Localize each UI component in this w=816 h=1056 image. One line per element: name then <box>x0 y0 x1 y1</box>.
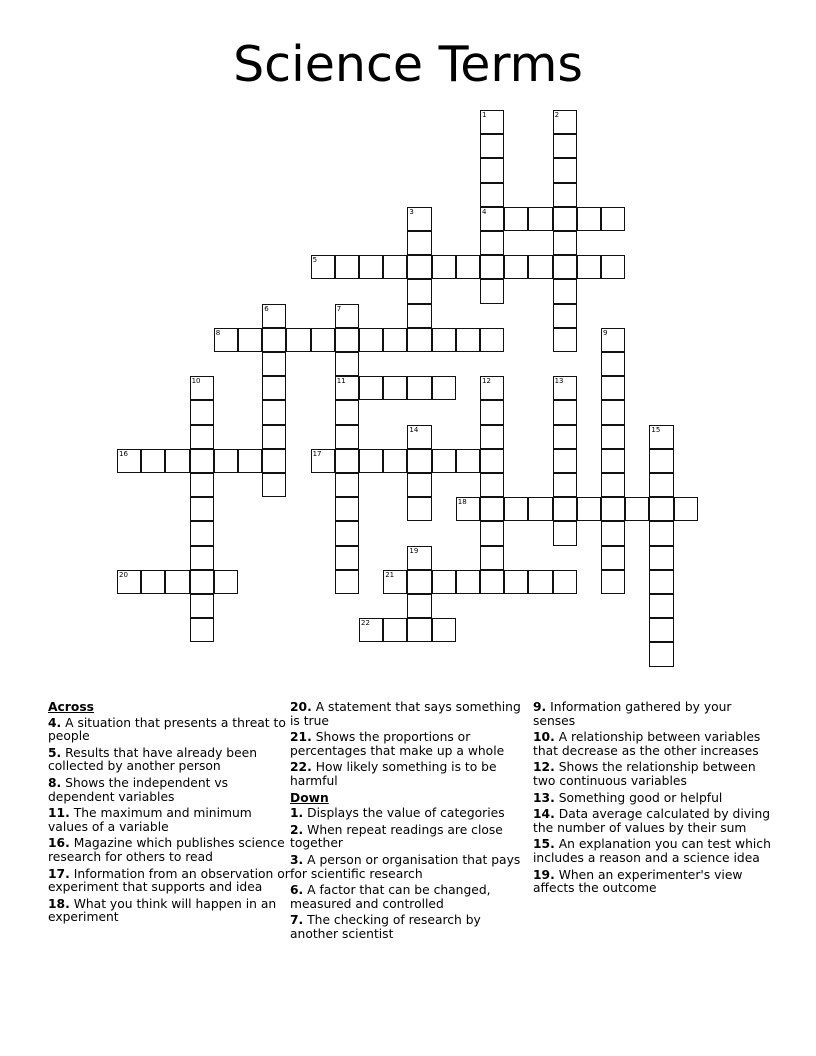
crossword-cell[interactable] <box>407 546 431 570</box>
crossword-cell[interactable] <box>335 352 359 376</box>
crossword-cell[interactable] <box>432 570 456 594</box>
crossword-cell[interactable] <box>601 521 625 545</box>
crossword-cell[interactable] <box>480 449 504 473</box>
crossword-cell[interactable] <box>335 400 359 424</box>
crossword-cell[interactable] <box>190 400 214 424</box>
crossword-cell[interactable] <box>480 207 504 231</box>
crossword-cell[interactable] <box>407 473 431 497</box>
crossword-cell[interactable] <box>238 449 262 473</box>
clue-number: 14 <box>409 425 419 434</box>
clue-down-15: 15. An explanation you can test which includes a reason and a science idea <box>533 837 771 865</box>
clue-number: 5 <box>312 256 318 265</box>
crossword-cell[interactable] <box>601 473 625 497</box>
crossword-cell[interactable] <box>141 449 165 473</box>
crossword-cell[interactable] <box>335 497 359 521</box>
crossword-cell[interactable] <box>504 570 528 594</box>
puzzle-title: Science Terms <box>233 36 583 93</box>
crossword-cell[interactable] <box>553 183 577 207</box>
crossword-cell[interactable] <box>190 546 214 570</box>
crossword-cell[interactable] <box>553 328 577 352</box>
crossword-cell[interactable] <box>577 255 601 279</box>
across-heading: Across <box>48 700 94 714</box>
clue-number: 19 <box>409 546 419 555</box>
crossword-cell[interactable] <box>407 449 431 473</box>
crossword-cell[interactable] <box>649 425 673 449</box>
crossword-cell[interactable] <box>262 376 286 400</box>
crossword-cell[interactable] <box>407 594 431 618</box>
crossword-cell[interactable] <box>311 255 335 279</box>
clue-down-19: 19. When an experimenter's view affects the outcome <box>533 867 743 896</box>
clue-number: 2 <box>554 111 560 119</box>
crossword-cell[interactable] <box>407 497 431 521</box>
crossword-cell[interactable] <box>649 642 673 666</box>
crossword-cell[interactable] <box>553 473 577 497</box>
crossword-cell[interactable] <box>553 134 577 158</box>
crossword-cell[interactable] <box>214 328 238 352</box>
crossword-cell[interactable] <box>190 521 214 545</box>
crossword-cell[interactable] <box>262 328 286 352</box>
clue-down-1: 1. Displays the value of categories <box>290 806 505 821</box>
crossword-cell[interactable] <box>407 328 431 352</box>
crossword-cell[interactable] <box>553 110 577 134</box>
crossword-cell[interactable] <box>432 618 456 642</box>
clue-number: 16 <box>119 449 128 458</box>
crossword-cell[interactable] <box>456 497 480 521</box>
crossword-cell[interactable] <box>383 376 407 400</box>
crossword-cell[interactable] <box>190 618 214 642</box>
crossword-cell[interactable] <box>407 618 431 642</box>
crossword-cell[interactable] <box>649 521 673 545</box>
crossword-cell[interactable] <box>553 497 577 521</box>
clue-number: 15 <box>651 425 661 434</box>
clue-down-2: 2. When repeat readings are close together <box>290 822 503 851</box>
crossword-cell[interactable] <box>141 570 165 594</box>
clue-number: 8 <box>215 328 221 337</box>
crossword-cell[interactable] <box>601 207 625 231</box>
clue-number: 17 <box>312 449 322 458</box>
crossword-cell[interactable] <box>335 255 359 279</box>
crossword-cell[interactable] <box>238 328 262 352</box>
clue-number: 10 <box>191 377 201 386</box>
clue-across-16: 16. Magazine which publishes science research for others to read <box>48 836 285 864</box>
crossword-cell[interactable] <box>359 449 383 473</box>
crossword-cell[interactable] <box>601 328 625 352</box>
crossword-cell[interactable] <box>480 110 504 134</box>
crossword-cell[interactable] <box>528 255 552 279</box>
clue-down-9: 9. Information gathered by your senses <box>533 700 732 728</box>
crossword-cell[interactable] <box>432 255 456 279</box>
crossword-cell[interactable] <box>335 376 359 400</box>
crossword-cell[interactable] <box>553 400 577 424</box>
crossword-cell[interactable] <box>190 570 214 594</box>
crossword-cell[interactable] <box>553 279 577 303</box>
clue-down-12: 12. Shows the relationship between two continuous variables <box>533 760 756 788</box>
crossword-cell[interactable] <box>214 570 238 594</box>
down-heading: Down <box>290 790 329 805</box>
clue-down-3: 3. A person or organisation that pays for scientific research <box>290 852 521 881</box>
crossword-cell[interactable] <box>311 449 335 473</box>
crossword-cell[interactable] <box>359 376 383 400</box>
crossword-cell[interactable] <box>407 570 431 594</box>
clue-number: 20 <box>119 570 128 579</box>
crossword-cell[interactable] <box>359 255 383 279</box>
crossword-cell[interactable] <box>456 449 480 473</box>
crossword-cell[interactable] <box>601 352 625 376</box>
crossword-cell[interactable] <box>480 497 504 521</box>
crossword-cell[interactable] <box>432 376 456 400</box>
crossword-cell[interactable] <box>480 473 504 497</box>
crossword-cell[interactable] <box>553 304 577 328</box>
crossword-cell[interactable] <box>117 449 141 473</box>
crossword-cell[interactable] <box>504 207 528 231</box>
crossword-cell[interactable] <box>601 376 625 400</box>
clues-column-3 <box>533 701 775 899</box>
crossword-cell[interactable] <box>383 449 407 473</box>
clue-across-21: 21. Shows the proportions or percentages that make up a whole <box>290 730 505 758</box>
crossword-cell[interactable] <box>649 449 673 473</box>
crossword-cell[interactable] <box>165 449 189 473</box>
crossword-cell[interactable] <box>190 425 214 449</box>
clue-across-17: 17. Information from an observation or experiment that supports and idea <box>48 866 290 895</box>
clue-number: 3 <box>409 207 414 216</box>
crossword-cell[interactable] <box>335 304 359 328</box>
clue-number: 1 <box>482 111 487 119</box>
crossword-cell[interactable] <box>407 279 431 303</box>
crossword-cell[interactable] <box>601 255 625 279</box>
crossword-cell[interactable] <box>625 497 649 521</box>
crossword-cell[interactable] <box>674 497 698 521</box>
crossword-cell[interactable] <box>480 376 504 400</box>
crossword-cell[interactable] <box>407 207 431 231</box>
clue-across-4: 4. A situation that presents a threat to people <box>48 715 286 744</box>
crossword-cell[interactable] <box>601 425 625 449</box>
crossword-cell[interactable] <box>504 255 528 279</box>
crossword-cell[interactable] <box>480 400 504 424</box>
crossword-cell[interactable] <box>383 328 407 352</box>
crossword-cell[interactable] <box>480 134 504 158</box>
crossword-cell[interactable] <box>480 279 504 303</box>
crossword-cell[interactable] <box>480 521 504 545</box>
crossword-cell[interactable] <box>601 449 625 473</box>
clue-down-6: 6. A factor that can be changed, measured and controlled <box>290 883 491 911</box>
crossword-cell[interactable] <box>335 570 359 594</box>
crossword-cell[interactable] <box>190 449 214 473</box>
clue-number: 22 <box>361 619 370 628</box>
crossword-cell[interactable] <box>262 400 286 424</box>
crossword-cell[interactable] <box>480 570 504 594</box>
crossword-cell[interactable] <box>456 255 480 279</box>
crossword-cell[interactable] <box>335 546 359 570</box>
crossword-cell[interactable] <box>335 521 359 545</box>
crossword-cell[interactable] <box>286 328 310 352</box>
clue-down-13: 13. Something good or helpful <box>533 790 723 805</box>
clue-across-20: 20. A statement that says something is true <box>290 700 521 728</box>
crossword-cell[interactable] <box>165 570 189 594</box>
crossword-cell[interactable] <box>335 328 359 352</box>
clues-column-1 <box>48 701 290 928</box>
clue-number: 13 <box>554 377 564 386</box>
crossword-cell[interactable] <box>262 352 286 376</box>
crossword-cell[interactable] <box>190 497 214 521</box>
clue-down-10: 10. A relationship between variables that decrease as the other increases <box>533 730 761 758</box>
clue-number: 9 <box>603 328 608 337</box>
crossword-cell[interactable] <box>262 449 286 473</box>
crossword-cell[interactable] <box>553 376 577 400</box>
crossword-cell[interactable] <box>335 473 359 497</box>
crossword-cell[interactable] <box>553 207 577 231</box>
clue-number: 11 <box>336 377 346 386</box>
crossword-cell[interactable] <box>553 231 577 255</box>
crossword-cell[interactable] <box>480 255 504 279</box>
crossword-cell[interactable] <box>649 473 673 497</box>
crossword-cell[interactable] <box>262 425 286 449</box>
clue-down-14: 14. Data average calculated by diving the number of values by their sum <box>533 807 771 835</box>
crossword-cell[interactable] <box>553 521 577 545</box>
clue-number: 4 <box>482 207 487 216</box>
crossword-cell[interactable] <box>480 158 504 182</box>
clue-number: 7 <box>336 304 342 313</box>
crossword-cell[interactable] <box>407 255 431 279</box>
crossword-cell[interactable] <box>383 570 407 594</box>
crossword-cell[interactable] <box>383 618 407 642</box>
crossword-cell[interactable] <box>480 425 504 449</box>
clue-across-5: 5. Results that have already been collected by another person <box>48 745 257 774</box>
crossword-cell[interactable] <box>117 570 141 594</box>
crossword-cell[interactable] <box>480 231 504 255</box>
crossword-cell[interactable] <box>359 328 383 352</box>
crossword-cell[interactable] <box>577 497 601 521</box>
crossword-cell[interactable] <box>504 497 528 521</box>
crossword-cell[interactable] <box>553 425 577 449</box>
crossword-cell[interactable] <box>214 449 238 473</box>
crossword-cell[interactable] <box>480 546 504 570</box>
crossword-cell[interactable] <box>335 449 359 473</box>
clue-number: 6 <box>264 304 269 313</box>
crossword-cell[interactable] <box>553 158 577 182</box>
crossword-cell[interactable] <box>528 497 552 521</box>
clue-across-18: 18. What you think will happen in an experiment <box>48 896 277 925</box>
crossword-cell[interactable] <box>649 594 673 618</box>
crossword-cell[interactable] <box>553 449 577 473</box>
crossword-cell[interactable] <box>432 328 456 352</box>
crossword-cell[interactable] <box>528 570 552 594</box>
clue-across-8: 8. Shows the independent vs dependent variables <box>48 775 229 804</box>
crossword-cell[interactable] <box>601 497 625 521</box>
crossword-cell[interactable] <box>649 546 673 570</box>
crossword-cell[interactable] <box>528 207 552 231</box>
crossword-cell[interactable] <box>432 449 456 473</box>
clue-number: 18 <box>457 498 467 507</box>
crossword-cell[interactable] <box>456 570 480 594</box>
crossword-cell[interactable] <box>649 570 673 594</box>
crossword-cell[interactable] <box>456 328 480 352</box>
crossword-cell[interactable] <box>553 570 577 594</box>
crossword-cell[interactable] <box>601 546 625 570</box>
crossword-cell[interactable] <box>190 376 214 400</box>
clue-across-22: 22. How likely something is to be harmful <box>290 760 497 788</box>
crossword-cell[interactable] <box>359 618 383 642</box>
crossword-cell[interactable] <box>553 255 577 279</box>
crossword-cell[interactable] <box>649 497 673 521</box>
crossword-cell[interactable] <box>407 376 431 400</box>
crossword-cell[interactable] <box>311 328 335 352</box>
clue-down-7: 7. The checking of research by another scientist <box>290 913 481 941</box>
crossword-cell[interactable] <box>407 425 431 449</box>
crossword-cell[interactable] <box>383 255 407 279</box>
crossword-cell[interactable] <box>480 183 504 207</box>
crossword-cell[interactable] <box>335 425 359 449</box>
crossword-cell[interactable] <box>407 231 431 255</box>
crossword-cell[interactable] <box>262 473 286 497</box>
clue-number: 12 <box>482 377 491 386</box>
crossword-cell[interactable] <box>577 207 601 231</box>
clue-number: 21 <box>385 570 395 579</box>
crossword-cell[interactable] <box>480 328 504 352</box>
crossword-cell[interactable] <box>649 618 673 642</box>
crossword-cell[interactable] <box>601 570 625 594</box>
crossword-cell[interactable] <box>262 304 286 328</box>
crossword-cell[interactable] <box>190 594 214 618</box>
crossword-cell[interactable] <box>601 400 625 424</box>
clues-column-2 <box>290 701 532 945</box>
crossword-cell[interactable] <box>407 304 431 328</box>
clue-across-11: 11. The maximum and minimum values of a variable <box>48 806 252 834</box>
crossword-cell[interactable] <box>190 473 214 497</box>
